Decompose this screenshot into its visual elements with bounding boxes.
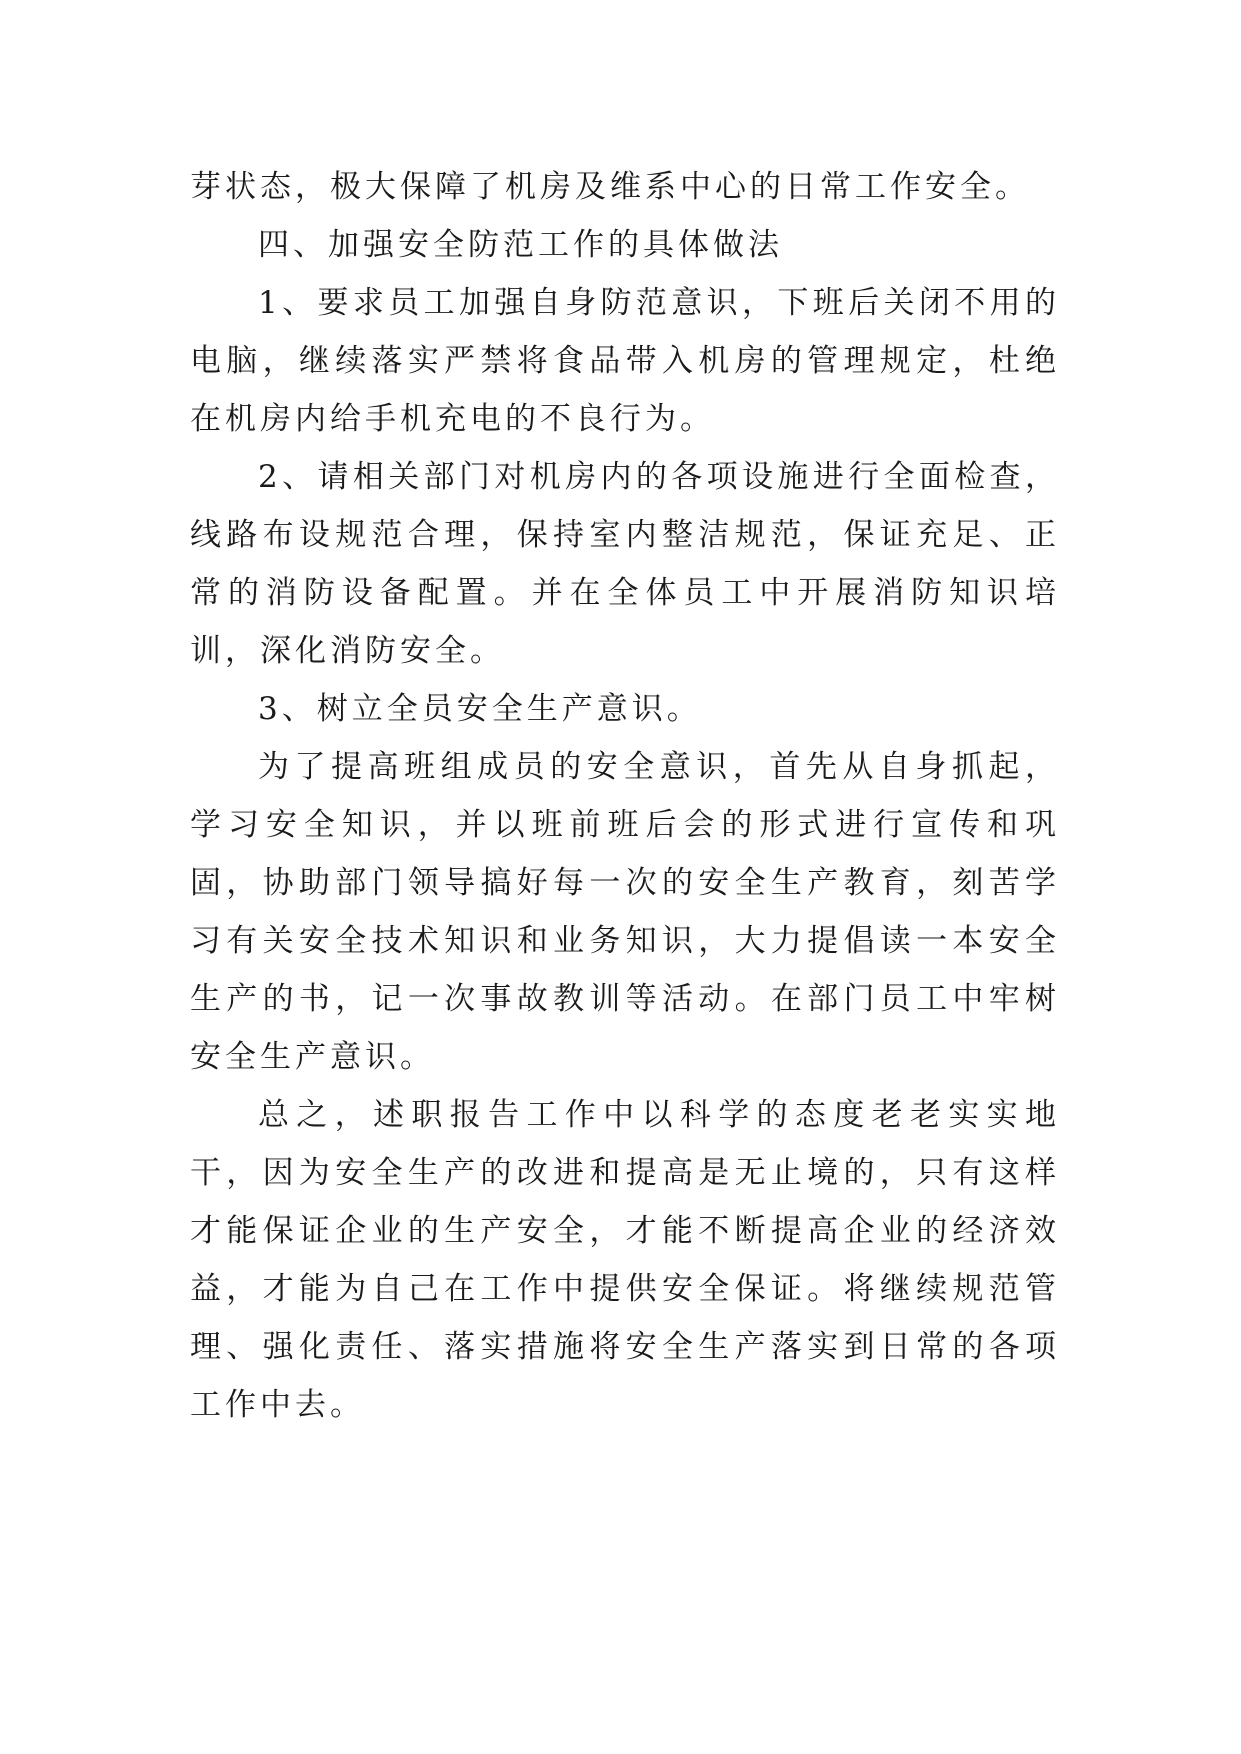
paragraph-safety-awareness: 为了提高班组成员的安全意识，首先从自身抓起，学习安全知识，并以班前班后会的形式进行宣传和巩固，协助部门领导搞好每一次的安全生产教育，刻苦学习有关安全技术知识和业务知识，大力提倡读一本安全生产的书，记一次事故教训等活动。在部门员工中牢树安全生产意识。 xyxy=(190,749,1060,1075)
paragraph-item-2: 2、请相关部门对机房内的各项设施进行全面检查，线路布设规范合理，保持室内整洁规范，保证充足、正常的消防设备配置。并在全体员工中开展消防知识培训，深化消防安全。 xyxy=(190,459,1060,669)
paragraph-item-3: 3、树立全员安全生产意识。 xyxy=(258,691,702,727)
paragraph-continuation: 芽状态，极大保障了机房及维系中心的日常工作安全。 xyxy=(190,169,1030,205)
paragraph-item-1: 1、要求员工加强自身防范意识，下班后关闭不用的电脑，继续落实严禁将食品带入机房的管理规定，杜绝在机房内给手机充电的不良行为。 xyxy=(190,285,1060,437)
document-body xyxy=(190,158,1060,1434)
section-heading-4: 四、加强安全防范工作的具体做法 xyxy=(258,227,783,263)
paragraph-summary: 总之，述职报告工作中以科学的态度老老实实地干，因为安全生产的改进和提高是无止境的，只有这样才能保证企业的生产安全，才能不断提高企业的经济效益，才能为自己在工作中提供安全保证。将继续规范管理、强化责任、落实措施将安全生产落实到日常的各项工作中去。 xyxy=(190,1097,1060,1423)
